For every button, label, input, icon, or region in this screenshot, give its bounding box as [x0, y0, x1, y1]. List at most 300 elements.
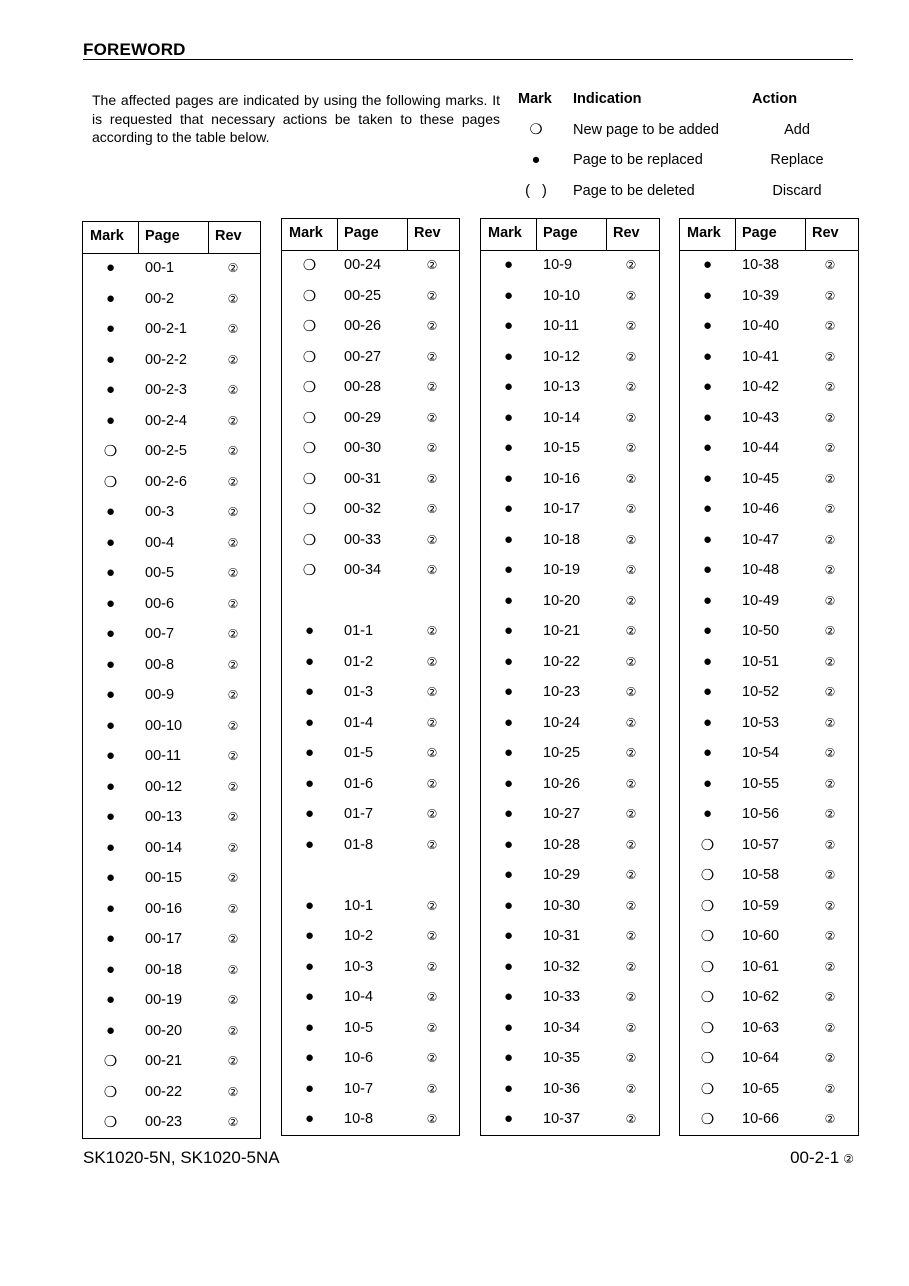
page-number: 10-47 — [742, 531, 780, 548]
revision-2-icon: ② — [426, 624, 438, 638]
page-title: FOREWORD — [83, 40, 186, 59]
revision-2-icon: ② — [824, 502, 836, 516]
page-number: 10-63 — [742, 1019, 780, 1036]
legend-row-add — [510, 119, 850, 150]
table-row — [83, 1108, 260, 1139]
table-row — [83, 834, 260, 865]
page-number: 00-8 — [145, 656, 175, 673]
column-header-rev: Rev — [812, 225, 839, 241]
revision-2-icon: ② — [824, 380, 836, 394]
page-number: 10-12 — [543, 348, 581, 365]
filled-circle-icon: ● — [531, 152, 541, 168]
open-circle-icon: ❍ — [302, 318, 317, 335]
page-number: 10-56 — [742, 806, 780, 822]
open-circle-icon: ❍ — [700, 928, 715, 945]
legend-indication: Page to be replaced — [573, 152, 703, 168]
filled-circle-icon: ● — [702, 683, 713, 700]
filled-circle-icon: ● — [503, 286, 514, 304]
open-circle-icon: ❍ — [302, 562, 317, 579]
filled-circle-icon: ● — [503, 622, 514, 639]
page-number: 00-30 — [344, 440, 382, 456]
page-number: 00-3 — [145, 504, 175, 520]
revision-2-icon: ② — [227, 810, 239, 824]
revision-2-icon: ② — [824, 258, 836, 272]
filled-circle-icon: ● — [105, 686, 116, 703]
table-row — [282, 739, 459, 770]
table-row — [481, 953, 659, 984]
table-row — [680, 282, 858, 313]
revision-2-icon: ② — [824, 624, 836, 638]
table-row — [282, 709, 459, 740]
column-header-rev: Rev — [215, 228, 242, 244]
revision-2-icon: ② — [625, 654, 637, 669]
open-circle-icon: ❍ — [700, 958, 715, 976]
table-row — [680, 800, 858, 831]
filled-circle-icon: ● — [304, 713, 315, 731]
filled-circle-icon: ● — [105, 381, 116, 398]
revision-2-icon: ② — [824, 319, 836, 333]
column-divider — [208, 222, 209, 253]
filled-circle-icon: ● — [105, 1021, 116, 1039]
filled-circle-icon: ● — [304, 805, 315, 822]
table-row — [282, 1014, 459, 1045]
legend-row-replace — [510, 149, 850, 180]
page-number: 10-2 — [344, 928, 374, 944]
revision-2-icon: ② — [824, 746, 836, 760]
filled-circle-icon: ● — [702, 774, 713, 792]
filled-circle-icon: ● — [304, 1079, 315, 1097]
filled-circle-icon: ● — [702, 713, 713, 731]
revision-2-icon: ② — [426, 502, 438, 516]
filled-circle-icon: ● — [304, 957, 315, 975]
table-row — [282, 800, 459, 831]
revision-2-icon: ② — [227, 444, 239, 458]
revision-2-icon: ② — [625, 349, 637, 364]
page-number: 10-30 — [543, 897, 581, 914]
page-number: 10-44 — [742, 440, 780, 456]
filled-circle-icon: ● — [304, 622, 315, 639]
table-row — [680, 739, 858, 770]
table-row — [83, 925, 260, 956]
footer-model: SK1020-5N, SK1020-5NA — [83, 1148, 280, 1167]
table-row — [83, 559, 260, 590]
filled-circle-icon: ● — [503, 591, 514, 609]
filled-circle-icon: ● — [503, 1110, 514, 1127]
revision-2-icon: ② — [426, 776, 438, 791]
revision-2-icon: ② — [426, 715, 438, 730]
filled-circle-icon: ● — [503, 378, 514, 395]
revision-2-icon: ② — [426, 654, 438, 669]
table-row — [83, 864, 260, 895]
page-number: 10-16 — [543, 470, 581, 487]
table-row — [680, 617, 858, 648]
table-row — [481, 1075, 659, 1106]
table-row — [83, 437, 260, 468]
filled-circle-icon: ● — [304, 896, 315, 914]
page-number: 10-32 — [543, 958, 581, 975]
filled-circle-icon: ● — [105, 564, 116, 581]
filled-circle-icon: ● — [503, 988, 514, 1005]
open-circle-icon: ❍ — [302, 379, 317, 396]
revision-2-icon: ② — [625, 441, 637, 455]
open-circle-icon: ❍ — [302, 287, 317, 305]
filled-circle-icon: ● — [304, 1018, 315, 1036]
revision-2-icon: ② — [824, 654, 836, 669]
table-row — [680, 1014, 858, 1045]
page-number: 00-29 — [344, 409, 382, 426]
revision-2-icon: ② — [426, 990, 438, 1004]
table-row — [83, 407, 260, 438]
filled-circle-icon: ● — [304, 927, 315, 944]
filled-circle-icon: ● — [702, 561, 713, 578]
table-row — [481, 1105, 659, 1136]
table-row — [481, 922, 659, 953]
revision-2-icon: ② — [227, 871, 239, 885]
page-number: 10-62 — [742, 989, 780, 1005]
revision-2-icon: ② — [625, 990, 637, 1004]
page-number: 10-58 — [742, 867, 780, 883]
page-number: 00-11 — [145, 748, 182, 764]
page-number: 00-20 — [145, 1022, 183, 1039]
filled-circle-icon: ● — [503, 1018, 514, 1036]
filled-circle-icon: ● — [105, 960, 116, 978]
page-number: 00-5 — [145, 565, 175, 581]
page-number: 00-18 — [145, 961, 183, 978]
filled-circle-icon: ● — [105, 838, 116, 856]
page-number: 00-28 — [344, 379, 382, 395]
revision-2-icon: ② — [625, 288, 637, 303]
table-row — [680, 648, 858, 679]
page-number: 00-1 — [145, 260, 175, 276]
page-number: 10-54 — [742, 745, 780, 761]
table-row — [83, 895, 260, 926]
table-row — [481, 282, 659, 313]
filled-circle-icon: ● — [702, 317, 713, 334]
column-header-mark: Mark — [687, 225, 721, 241]
page-number: 00-9 — [145, 687, 175, 703]
table-header — [83, 222, 260, 254]
filled-circle-icon: ● — [105, 808, 116, 825]
revision-2-icon: ② — [824, 532, 836, 547]
filled-circle-icon: ● — [105, 594, 116, 612]
table-row — [282, 861, 459, 892]
revision-2-icon: ② — [426, 685, 438, 699]
column-divider — [606, 219, 607, 250]
page-number: 10-61 — [742, 958, 780, 975]
table-row — [680, 526, 858, 557]
page-number: 10-26 — [543, 775, 581, 792]
revision-2-icon: ② — [426, 807, 438, 821]
filled-circle-icon: ● — [105, 350, 116, 368]
filled-circle-icon: ● — [702, 378, 713, 395]
revision-2-icon: ② — [625, 929, 637, 943]
filled-circle-icon: ● — [702, 286, 713, 304]
table-row — [282, 1044, 459, 1075]
revision-2-icon: ② — [426, 563, 438, 577]
column-header-mark: Mark — [289, 225, 323, 241]
table-row — [680, 373, 858, 404]
column-header-rev: Rev — [613, 225, 640, 241]
revision-2-icon: ② — [426, 410, 438, 425]
table-row — [481, 495, 659, 526]
filled-circle-icon: ● — [105, 259, 116, 276]
table-row — [282, 983, 459, 1014]
revision-2-icon: ② — [227, 261, 239, 275]
table-row — [680, 434, 858, 465]
legend-indication: Page to be deleted — [573, 182, 695, 199]
table-row — [83, 620, 260, 651]
table-row — [680, 343, 858, 374]
table-row — [282, 953, 459, 984]
filled-circle-icon: ● — [503, 408, 514, 426]
table-row — [481, 556, 659, 587]
table-row — [481, 678, 659, 709]
table-row — [83, 712, 260, 743]
legend-action: Replace — [770, 152, 824, 168]
page-number: 10-52 — [742, 684, 780, 700]
page-number: 10-8 — [344, 1111, 374, 1127]
filled-circle-icon: ● — [503, 957, 514, 975]
page-number: 10-64 — [742, 1050, 780, 1066]
table-row — [83, 254, 260, 285]
filled-circle-icon: ● — [105, 777, 116, 795]
revision-2-icon: ② — [625, 746, 637, 760]
revision-2-icon: ② — [426, 441, 438, 455]
legend-action: Discard — [772, 182, 822, 199]
revision-2-icon: ② — [824, 563, 836, 577]
table-row — [481, 648, 659, 679]
open-circle-icon: ❍ — [302, 409, 317, 427]
page-number: 00-24 — [344, 257, 382, 273]
filled-circle-icon: ● — [503, 927, 514, 944]
open-circle-icon: ❍ — [700, 989, 715, 1006]
filled-circle-icon: ● — [304, 988, 315, 1005]
page-number: 10-65 — [742, 1080, 780, 1097]
page-number: 00-23 — [145, 1114, 183, 1130]
filled-circle-icon: ● — [503, 896, 514, 914]
page-number: 10-38 — [742, 257, 780, 273]
revision-2-icon: ② — [824, 929, 836, 943]
table-row — [481, 251, 659, 282]
filled-circle-icon: ● — [105, 320, 116, 337]
table-row — [282, 312, 459, 343]
table-row — [83, 803, 260, 834]
table-row — [282, 373, 459, 404]
open-circle-icon: ❍ — [302, 440, 317, 457]
table-row — [680, 861, 858, 892]
table-row — [282, 831, 459, 862]
table-row — [680, 1044, 858, 1075]
revision-2-icon: ② — [824, 1112, 836, 1126]
column-divider — [735, 219, 736, 250]
page-number: 10-9 — [543, 257, 573, 273]
page-number: 10-6 — [344, 1050, 374, 1066]
page-number: 10-1 — [344, 897, 374, 914]
open-circle-icon: ❍ — [103, 1053, 118, 1070]
legend-indication: New page to be added — [573, 121, 719, 138]
revision-2-icon: ② — [824, 593, 836, 608]
revision-2-icon: ② — [426, 1112, 438, 1126]
revision-2-icon: ② — [426, 837, 438, 852]
column-header-rev: Rev — [414, 225, 441, 241]
table-row — [680, 404, 858, 435]
open-circle-icon: ❍ — [302, 257, 317, 274]
revision-2-icon: ② — [824, 1081, 836, 1096]
table-row — [680, 983, 858, 1014]
revision-2-icon: ② — [227, 291, 239, 306]
revision-2-icon: ② — [227, 596, 239, 611]
table-row — [680, 678, 858, 709]
column-header-page: Page — [344, 225, 379, 241]
page-number: 00-22 — [145, 1083, 183, 1100]
revision-2-icon: ② — [625, 715, 637, 730]
page-number: 00-27 — [344, 348, 382, 365]
page-number: 00-31 — [344, 470, 382, 487]
revision-2-icon: ② — [227, 688, 239, 702]
table-row — [680, 953, 858, 984]
table-row — [680, 465, 858, 496]
table-row — [481, 831, 659, 862]
table-row — [282, 434, 459, 465]
page-number: 00-2-6 — [145, 473, 187, 490]
revision-2-icon: ② — [824, 959, 836, 974]
revision-2-icon: ② — [426, 1020, 438, 1035]
page-number: 00-10 — [145, 717, 183, 734]
open-circle-icon: ❍ — [103, 1114, 118, 1131]
open-circle-icon: ❍ — [529, 121, 543, 138]
page-number: 00-2-5 — [145, 443, 187, 459]
page-number: 00-4 — [145, 534, 175, 551]
footer-page: 00-2-1 — [790, 1148, 840, 1167]
column-divider — [138, 222, 139, 253]
page-number: 10-25 — [543, 745, 581, 761]
table-row — [481, 770, 659, 801]
column-divider — [536, 219, 537, 250]
page-number: 01-6 — [344, 775, 374, 792]
table-row — [282, 282, 459, 313]
filled-circle-icon: ● — [503, 561, 514, 578]
page-number: 10-43 — [742, 409, 780, 426]
filled-circle-icon: ● — [503, 835, 514, 853]
table-row — [83, 681, 260, 712]
page-number: 00-25 — [344, 287, 382, 304]
table-row — [481, 800, 659, 831]
table-row — [481, 434, 659, 465]
revision-2-icon: ② — [227, 657, 239, 672]
revision-2-icon: ② — [824, 1020, 836, 1035]
page-number: 10-4 — [344, 989, 374, 1005]
revision-2-icon: ② — [227, 352, 239, 367]
revision-2-icon: ② — [625, 898, 637, 913]
page-number: 10-48 — [742, 562, 780, 578]
revision-2-icon: ② — [426, 532, 438, 547]
revision-2-icon: ② — [227, 962, 239, 977]
legend-header-mark: Mark — [518, 91, 552, 107]
revision-2-icon: ② — [625, 563, 637, 577]
revision-2-icon: ② — [227, 383, 239, 397]
page-number: 10-28 — [543, 836, 581, 853]
table-row — [481, 1014, 659, 1045]
column-divider — [805, 219, 806, 250]
revision-2-icon: ② — [625, 776, 637, 791]
page-number: 10-20 — [543, 592, 581, 609]
table-row — [83, 1078, 260, 1109]
filled-circle-icon: ● — [105, 533, 116, 551]
page-number: 00-14 — [145, 839, 183, 856]
table-row — [481, 465, 659, 496]
table-row — [481, 373, 659, 404]
revision-2-icon: ② — [227, 566, 239, 580]
revision-2-icon: ② — [625, 471, 637, 486]
revision-2-icon: ② — [227, 993, 239, 1007]
column-header-mark: Mark — [488, 225, 522, 241]
revision-2-icon: ② — [426, 319, 438, 333]
page-number: 10-34 — [543, 1019, 581, 1036]
page-number: 10-18 — [543, 531, 581, 548]
revision-2-icon: ② — [824, 715, 836, 730]
filled-circle-icon: ● — [702, 500, 713, 517]
page-number: 10-21 — [543, 623, 581, 639]
filled-circle-icon: ● — [503, 652, 514, 670]
table-row — [481, 587, 659, 618]
open-circle-icon: ❍ — [302, 501, 317, 518]
revision-2-icon: ② — [625, 837, 637, 852]
page-table-1 — [82, 221, 261, 1139]
revision-2-icon: ② — [227, 413, 239, 428]
table-row — [680, 587, 858, 618]
revision-2-icon: ② — [824, 441, 836, 455]
table-row — [680, 1105, 858, 1136]
open-circle-icon: ❍ — [700, 1080, 715, 1098]
open-circle-icon: ❍ — [302, 348, 317, 366]
column-header-page: Page — [543, 225, 578, 241]
revision-2-icon: ② — [227, 718, 239, 733]
filled-circle-icon: ● — [503, 713, 514, 731]
revision-2-icon: ② — [824, 776, 836, 791]
filled-circle-icon: ● — [105, 869, 116, 886]
table-header — [680, 219, 858, 251]
table-row — [282, 526, 459, 557]
filled-circle-icon: ● — [105, 991, 116, 1008]
revision-2-icon: ② — [625, 1051, 637, 1065]
page-number: 10-36 — [543, 1080, 581, 1097]
revision-2-icon: ② — [426, 746, 438, 760]
table-row — [83, 956, 260, 987]
open-circle-icon: ❍ — [700, 867, 715, 884]
revision-2-icon: ② — [625, 502, 637, 516]
filled-circle-icon: ● — [503, 530, 514, 548]
revision-2-icon: ② — [227, 1023, 239, 1038]
revision-2-icon: ② — [227, 474, 239, 489]
filled-circle-icon: ● — [304, 744, 315, 761]
filled-circle-icon: ● — [304, 1049, 315, 1066]
table-row — [83, 986, 260, 1017]
table-row — [481, 404, 659, 435]
filled-circle-icon: ● — [105, 899, 116, 917]
revision-2-icon: ② — [426, 380, 438, 394]
open-circle-icon: ❍ — [700, 1111, 715, 1128]
revision-2-icon: ② — [426, 959, 438, 974]
table-row — [282, 648, 459, 679]
table-row — [680, 556, 858, 587]
column-header-page: Page — [145, 228, 180, 244]
table-row — [83, 346, 260, 377]
table-row — [680, 1075, 858, 1106]
page-number: 01-2 — [344, 653, 374, 670]
table-row — [83, 529, 260, 560]
table-row — [680, 892, 858, 923]
filled-circle-icon: ● — [702, 408, 713, 426]
